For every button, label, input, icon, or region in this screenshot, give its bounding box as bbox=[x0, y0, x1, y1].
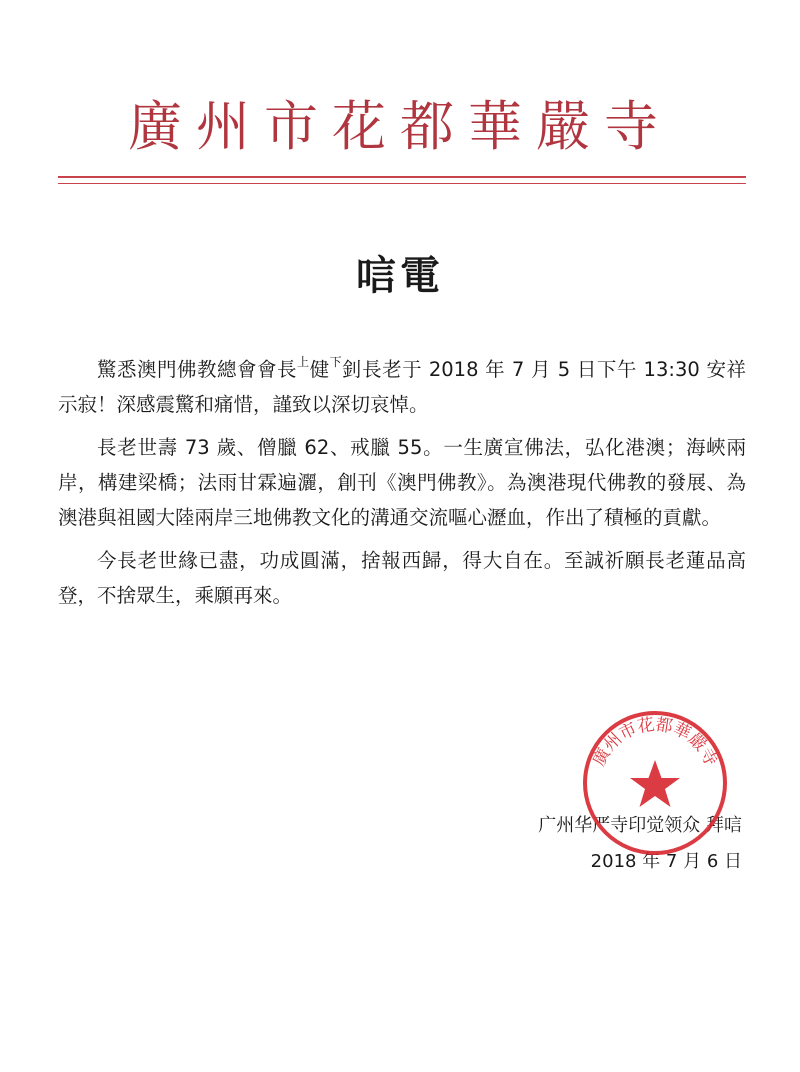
honorific-mark-up: 上 bbox=[297, 355, 310, 369]
letter-body bbox=[58, 352, 746, 621]
seal-star-icon bbox=[630, 760, 680, 807]
paragraph-1-name: 健 bbox=[309, 358, 330, 381]
temple-seal-stamp bbox=[580, 708, 730, 858]
paragraph-1-after: 釗長老于 2018 年 7 月 5 日下午 13:30 安祥示寂！深感震驚和痛惜，謹致以深切哀悼。 bbox=[58, 358, 746, 416]
letterhead-temple-name: 廣州市花都華嚴寺 bbox=[128, 95, 672, 158]
paragraph-2: 長老世壽 73 歲、僧臘 62、戒臘 55。一生廣宣佛法，弘化港澳；海峽兩岸，構建梁橋；法雨甘霖遍灑，創刊《澳門佛教》。為澳港現代佛教的發展、為澳港與祖國大陸兩岸三地佛教文化的溝通交流嘔心瀝血，作出了積極的貢獻。 bbox=[58, 436, 746, 529]
paragraph-3: 今長老世緣已盡，功成圓滿，捨報西歸，得大自在。至誠祈願長老蓮品高登，不捨眾生，乘願再來。 bbox=[58, 549, 746, 607]
letterhead-rule-thick bbox=[58, 176, 746, 178]
honorific-mark-down: 下 bbox=[329, 355, 343, 369]
paragraph-1 bbox=[58, 352, 746, 422]
letterhead-rule-thin bbox=[58, 183, 746, 184]
document-title: 唁電 bbox=[356, 253, 444, 299]
signature-sender: 广州华严寺印觉领众 拜唁 bbox=[538, 815, 742, 836]
paragraph-1-before: 驚悉澳門佛教總會會長 bbox=[97, 358, 298, 381]
signature-date: 2018 年 7 月 6 日 bbox=[590, 851, 742, 872]
seal-text: 廣州市花都華嚴寺 bbox=[589, 714, 721, 770]
